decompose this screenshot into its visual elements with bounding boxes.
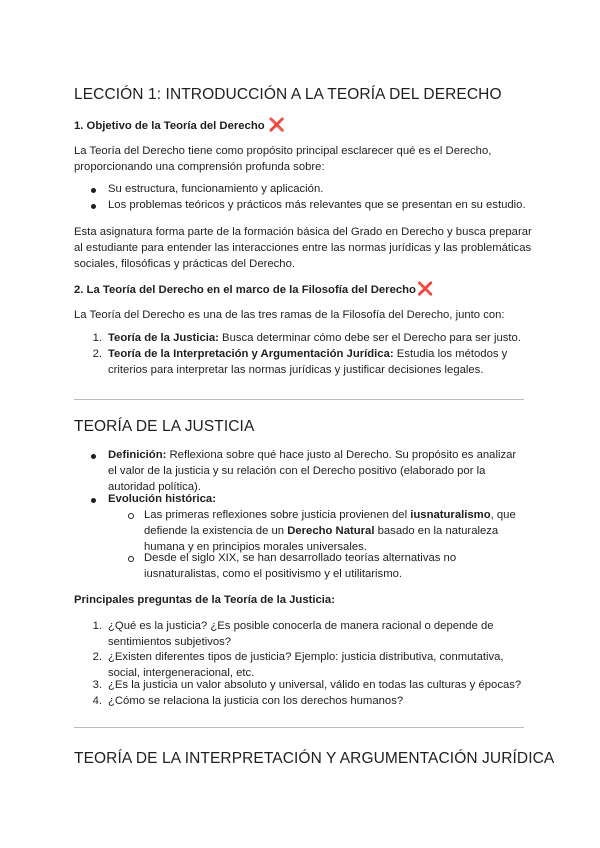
item-term: Teoría de la Justicia: (108, 332, 219, 344)
item-term: Teoría de la Interpretación y Argumentación Jurídica: (108, 348, 394, 360)
pregunta-4: ¿Cómo se relaciona la justicia con los derechos humanos? (108, 695, 404, 707)
divider (74, 727, 524, 728)
lesson-title: LECCIÓN 1: INTRODUCCIÓN A LA TEORÍA DEL DERECHO (74, 86, 502, 103)
text-run: Las primeras reflexiones sobre justicia provienen del (144, 509, 411, 521)
bullet-icon (91, 454, 96, 459)
list-number: 1. (92, 620, 102, 632)
evolucion-sub-1 (144, 508, 524, 555)
list-number: 2. (92, 651, 102, 663)
justicia-title: TEORÍA DE LA JUSTICIA (74, 418, 255, 435)
cross-mark-icon: ❌ (416, 281, 434, 296)
definicion-term: Definición: (108, 449, 167, 461)
list-number: 4. (92, 695, 102, 707)
section2-heading (74, 281, 433, 297)
sub-bullet-icon (128, 556, 134, 562)
interpretacion-title: TEORÍA DE LA INTERPRETACIÓN Y ARGUMENTACIÓN JURÍDICA (74, 750, 555, 767)
sub-bullet-icon (128, 513, 134, 519)
bullet-icon (91, 498, 96, 503)
pregunta-3: ¿Es la justicia un valor absoluto y universal, válido en todas las culturas y épocas? (108, 679, 522, 691)
justicia-definicion (108, 448, 528, 495)
text-run-bold: iusnaturalismo (410, 509, 491, 521)
evolucion-sub-2: Desde el siglo XIX, se han desarrollado teorías alternativas no iusnaturalistas, como el positivismo y el utilitarismo. (144, 552, 457, 580)
section1-closing: Esta asignatura forma parte de la formación básica del Grado en Derecho y busca preparar al estudiante para entender las interacciones entre las normas jurídicas y las problemáticas sociales, filosóficas y prácticas del Derecho. (74, 226, 532, 270)
divider (74, 399, 524, 400)
list-number: 2. (92, 348, 102, 360)
bullet-icon (91, 188, 96, 193)
section2-item-1 (108, 331, 528, 347)
pregunta-2: ¿Existen diferentes tipos de justicia? Ejemplo: justicia distributiva, conmutativa, social, intergeneracional, etc. (108, 651, 504, 679)
definicion-text: Reflexiona sobre qué hace justo al Derecho. Su propósito es analizar el valor de la justicia y su relación con el Derecho positivo (elaborado por la autoridad política). (108, 449, 517, 493)
section1-bullet-2: Los problemas teóricos y prácticos más relevantes que se presentan en su estudio. (108, 199, 526, 211)
list-number: 1. (92, 332, 102, 344)
evolucion-term: Evolución histórica: (108, 493, 216, 505)
section2-heading-text: 2. La Teoría del Derecho en el marco de la Filosofía del Derecho (74, 284, 416, 296)
text-run: basado en la naturaleza humana y en principios morales universales. (144, 524, 499, 553)
bullet-icon (91, 204, 96, 209)
cross-mark-icon: ❌ (268, 117, 285, 132)
item-desc: Estudia los métodos y criterios para interpretar las normas jurídicas y justificar decisiones legales. (108, 348, 508, 376)
pregunta-1: ¿Qué es la justicia? ¿Es posible conocerla de manera racional o depende de sentimientos subjetivos? (108, 620, 494, 648)
section2-intro: La Teoría del Derecho es una de las tres ramas de la Filosofía del Derecho, junto con: (74, 309, 505, 321)
section1-intro: La Teoría del Derecho tiene como propósito principal esclarecer qué es el Derecho, proporcionando una comprensión profunda sobre: (74, 145, 492, 173)
section1-bullet-1: Su estructura, funcionamiento y aplicación. (108, 183, 324, 195)
text-run: , que defiende la existencia de un (144, 509, 516, 537)
preguntas-heading: Principales preguntas de la Teoría de la Justicia: (74, 594, 335, 606)
section2-item-2 (108, 347, 528, 379)
list-number: 3. (92, 679, 102, 691)
justicia-evolucion (108, 492, 528, 508)
text-run-bold: Derecho Natural (287, 524, 375, 537)
item-desc: Busca determinar cómo debe ser el Derecho para ser justo. (218, 332, 521, 344)
section1-heading (74, 117, 285, 133)
section1-heading-text: 1. Objetivo de la Teoría del Derecho (74, 120, 265, 132)
